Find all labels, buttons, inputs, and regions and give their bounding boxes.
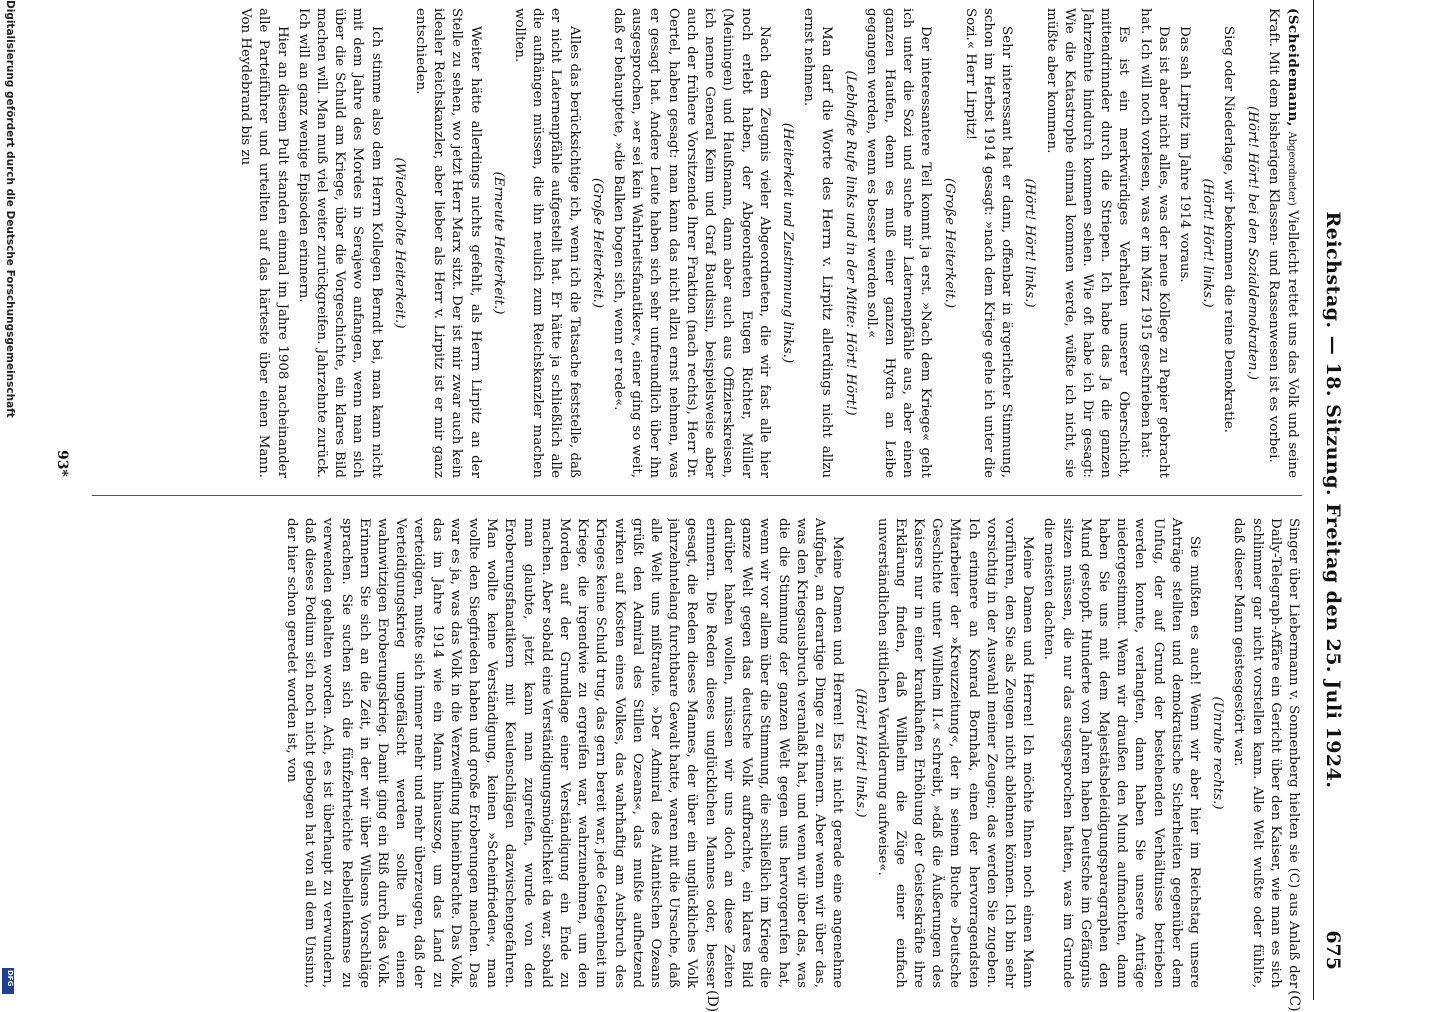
page-header xyxy=(1310,0,1350,1000)
rotated-page xyxy=(50,0,1350,1012)
paragraph-text: Vielleicht rettet uns das Volk und seine Kraft. Mit dem bisherigen Klassen- und Rassenwesen ist es vorbei. xyxy=(1265,8,1300,478)
page-number: 675 xyxy=(1322,930,1344,970)
stage-direction: (Hört! Hört! bei den Sozialdemokraten.) xyxy=(1244,106,1260,380)
stage-direction: (Wiederholte Heiterkeit.) xyxy=(391,157,407,329)
digitization-credit: Digitalisierung gefördert durch die Deutsche Forschungsgemeinschaft xyxy=(4,0,16,418)
margin-marker-d: (D) xyxy=(704,990,720,1012)
right-column xyxy=(82,518,1302,988)
paragraph: Der interessantere Teil kommt ja erst. »Nach dem Kriege« geht ich unter die Sozi und suche mir Laternenpfähle aus, aber einen ganzen Haufen, denn es muß einer ganzen Hydra an Leibe gegangen werden, wenn es besser werden soll.« xyxy=(863,8,934,478)
stage-direction: (Große Heiterkeit.) xyxy=(589,177,605,309)
paragraph: Das ist aber nicht alles, was der neue Kollege zu Papier gebracht hat. Ich will noch vorlesen, was er im März 1915 geschrieben hat: xyxy=(1137,8,1171,478)
digitization-sidebar xyxy=(2,0,16,1000)
stage-direction: (Hört! Hört! links.) xyxy=(1200,178,1216,308)
paragraph: Singer über Liebermann v. Sonnenberg hielten sie (C) aus Anlaß der Daily-Telegraph-Affäre ein Gericht über den Kaiser, wie man es sich schlimmer gar nicht vorstellen kann. Alle Welt wußte oder fühlte, daß dieser Mann geistesgestört war. xyxy=(1231,518,1301,988)
left-column xyxy=(82,8,1302,478)
paragraph: Das sah Lirpitz im Jahre 1914 voraus. xyxy=(1176,26,1192,283)
paragraph: Alles das berücksichtige ich, wenn ich die Tatsache feststelle, daß er nicht Laternenpfähle aufgestellt hat. Er hätte ja schließlich alle die aufhängen müssen, die ihn neulich zum Reichskanzler machen wollten. xyxy=(512,8,582,478)
page-title: Reichstag. — 18. Sitzung. Freitag den 25. Juli 1924. xyxy=(1322,211,1344,789)
sheet-number: 93* xyxy=(54,450,70,477)
quotation: Es ist ein merkwürdiges Verhalten unserer Oberschicht, mittendrinnder durch die Striepen. Ich habe das Ja die ganzen Jahrzehnte hindurch kommen sehen. Wie oft habe ich Dir gesagt: Wie die Katastrophe einmal kommen werde, wüßte ich nicht, sie müßte aber kommen. xyxy=(1043,8,1132,478)
stage-direction: (Hört! Hört! links.) xyxy=(853,688,869,818)
paragraph: Meine Damen und Herren! Es ist nicht gerade eine angenehme Aufgabe, an derartige Dinge zu erinnern. Aber wenn wir über das, was den Kriegsausbruch veranlaßt hat, und wenn wir über das, was die die Stimmung der ganzen Welt gegen uns hervorgerufen hat, wenn wir vor allem über die Stimmung, die schließlich im Kriege die ganze Welt gegen das deutsche Volk aufbrachte, ein klares Bild darüber haben wollen, müssen wir uns doch an diese Zeiten erinnern. Die Reden dieses unglücklichen Mannes oder, besser gesagt, die Reden dieses Mannes, der über ein unglückliches Volk jahrzehntelang furchtbare Gewalt hatte, waren mit die Ursache, daß alle Welt uns mißtraute. »Der Admiral des Atlantischen Ozeans grüßt den Admiral des Stillen Ozeans«, das mußte aufhetzend wirken auf Kosten eines Volkes, das wahrhaftig am Ausbruch des Krieges keine Schuld trug, das gern bereit war, jede Gelegenheit im Kriege, die irgendwie zu ergreifen war, wahrzunehmen, um den Morden auf der Grundlage einer Verständigung ein Ende zu machen. Aber sobald eine Verständigungsmöglichkeit da war, sobald man glaubte, jetzt kann man zugreifen, wurde von den Eroberungsfanatikern mit Keulenschlägen dazwischengefahren. Man wollte keine Verständigung, keinen »Scheinfrieden«, man wollte den Siegfrieden haben und große Eroberungen machen. Das war es ja, was das Volk in die Verzweiflung hineinbrachte. Das Volk, das im Jahre 1914 wie ein Mann hinauszog, um das Land zu verteidigen, mußte sich immer mehr und mehr überzeugen, daß der Verteidigungskrieg umgefälscht werden sollte in einen wahnwitzigen Eroberungskrieg. Damit ging ein Riß durch das Volk. Erinnern Sie sich an die Zeit, in der wir über Wilsons Vorschläge sprachen. Sie suchen sich die fünfzehrteichte Rebellenkamse zu verwenden gehalten worden. Ach, es ist überhaupt zu verwundern, daß dieses Podium sich noch nicht gebogen hat von all dem Unsinn, der hier schon geredet worden ist, von xyxy=(284,518,846,988)
paragraph: Sieg oder Niederlage, wir bekommen die reine Demokratie. xyxy=(1221,26,1237,434)
margin-marker-c: (C) xyxy=(1286,990,1302,1012)
paragraph: Hier an diesem Pult standen einmal im Jahre 1908 nacheinander alle Parteiführer und urteilten auf das härteste über einen Mann. Von Heydebrand bis zu xyxy=(238,8,290,478)
stage-direction: (Hört! Hört! links.) xyxy=(1022,178,1038,308)
stage-direction: (Große Heiterkeit.) xyxy=(941,177,957,309)
speaker-name: (Scheidemann, xyxy=(1285,8,1301,127)
paragraph xyxy=(1264,8,1302,478)
stage-direction: (Lebhafte Rufe links und in der Mitte: Hört! Hört!) xyxy=(842,70,858,416)
paragraph: Sehr interessant hat er dann, offenbar in ärgerlicher Stimmung, schon im Herbst 1914 gesagt: »nach dem Kriege gehe ich unter die Sozi.« Herr Lirpitz! xyxy=(962,8,1015,478)
dfg-logo-text: DFG xyxy=(6,970,14,987)
paragraph: Meine Damen und Herren! Ich möchte Ihnen noch einen Mann vorführen, den Sie als Zeugen nicht ablehnen können. Ich bin sehr vorsichtig in der Auswahl meiner Zeugen; das werden Sie zugeben. Ich erinnere an Konrad Bornhak, einen der hervorragendsten Mitarbeiter der »Kreuzzeitung«, der in seinem Buche »Deutsche Geschichte unter Wilhelm II.« schreibt, »daß die Äußerungen des Kaisers nur in einer krankhaften Erhöhung der Geisteskräfte ihre Erklärung finden, daß Wilhelm die Züge einer einfach unverständlichen sittlichen Verwilderung aufweise«. xyxy=(874,518,1036,988)
paragraph: Nach dem Zeugnis vieler Abgeordneten, die wir fast alle hier noch erlebt haben, der Abgeordneten Eugen Richter, Müller (Meiningen) und Haußmann, dann aber auch aus Offizierskreisen, ich nenne General Keim und Graf Baudissin, beispielsweise aber auch der frühere Vorsitzende Ihrer Fraktion (nach rechts), Herr Dr. Oertel, haben gesagt: man kann das nicht allzu ernst nehmen, was er gesagt hat. Andere Leute haben sich sehr unfreundlich über ihn ausgesprochen, »er sei kein Wahrheitsfanatiker«, einer ging so weit, daß er behauptete, »die Balken bogen sich, wenn er rede«. xyxy=(611,8,772,478)
speaker-role: Abgeordneter) xyxy=(1286,131,1297,206)
stage-direction: (Unruhe rechts.) xyxy=(1210,696,1226,810)
column-separator xyxy=(92,495,1302,496)
paragraph: Ich stimme also dem Herrn Kollegen Berndt bei, man kann nicht mit dem Jahre des Mordes in Serajewo anfangen, wenn man sich über die Schuld am Kriege, über die Vorgeschichte, ein klares Bild machen will. Man muß viel weiter zurückgreifen. Jahrzehnte zurück. Ich will an ganz wenige Episoden erinnern. xyxy=(295,8,384,478)
paragraph: Sie mußten es auch! Wenn wir aber hier im Reichstag unsere Anträge stellten und demokratische Sicherheiten gegenüber dem Unfug, der auf Grund der bestehenden Verhältnisse betrieben werden konnte, verlangten, dann haben Sie unsere Anträge niedergestimmt. Wenn wir draußen den Mund aufmachten, dann haben Sie uns mit dem Majestätsbeleidigungsparagraphen den Mund gestopft. Hunderte von Jahren haben Deutsche im Gefängnis sitzen müssen, die nur das ausgesprochen hatten, was im Grunde die meisten dachten. xyxy=(1041,518,1202,988)
header-rule xyxy=(1313,0,1314,1000)
dfg-logo xyxy=(2,968,14,994)
paragraph: Weiter hätte allerdings nichts gefehlt, als Herrn Lirpitz an der Stelle zu sehen, wo jetzt Herr Marx sitzt. Der ist mir zwar auch kein idealer Reichskanzler, aber lieber als Herr v. Lirpitz ist er mir ganz entschieden. xyxy=(413,8,483,478)
paragraph: Man darf die Worte des Herrn v. Lirpitz allerdings nicht allzu ernst nehmen. xyxy=(801,8,835,478)
stage-direction: (Erneute Heiterkeit.) xyxy=(490,171,506,315)
stage-direction: (Heiterkeit und Zustimmung links.) xyxy=(779,122,795,364)
